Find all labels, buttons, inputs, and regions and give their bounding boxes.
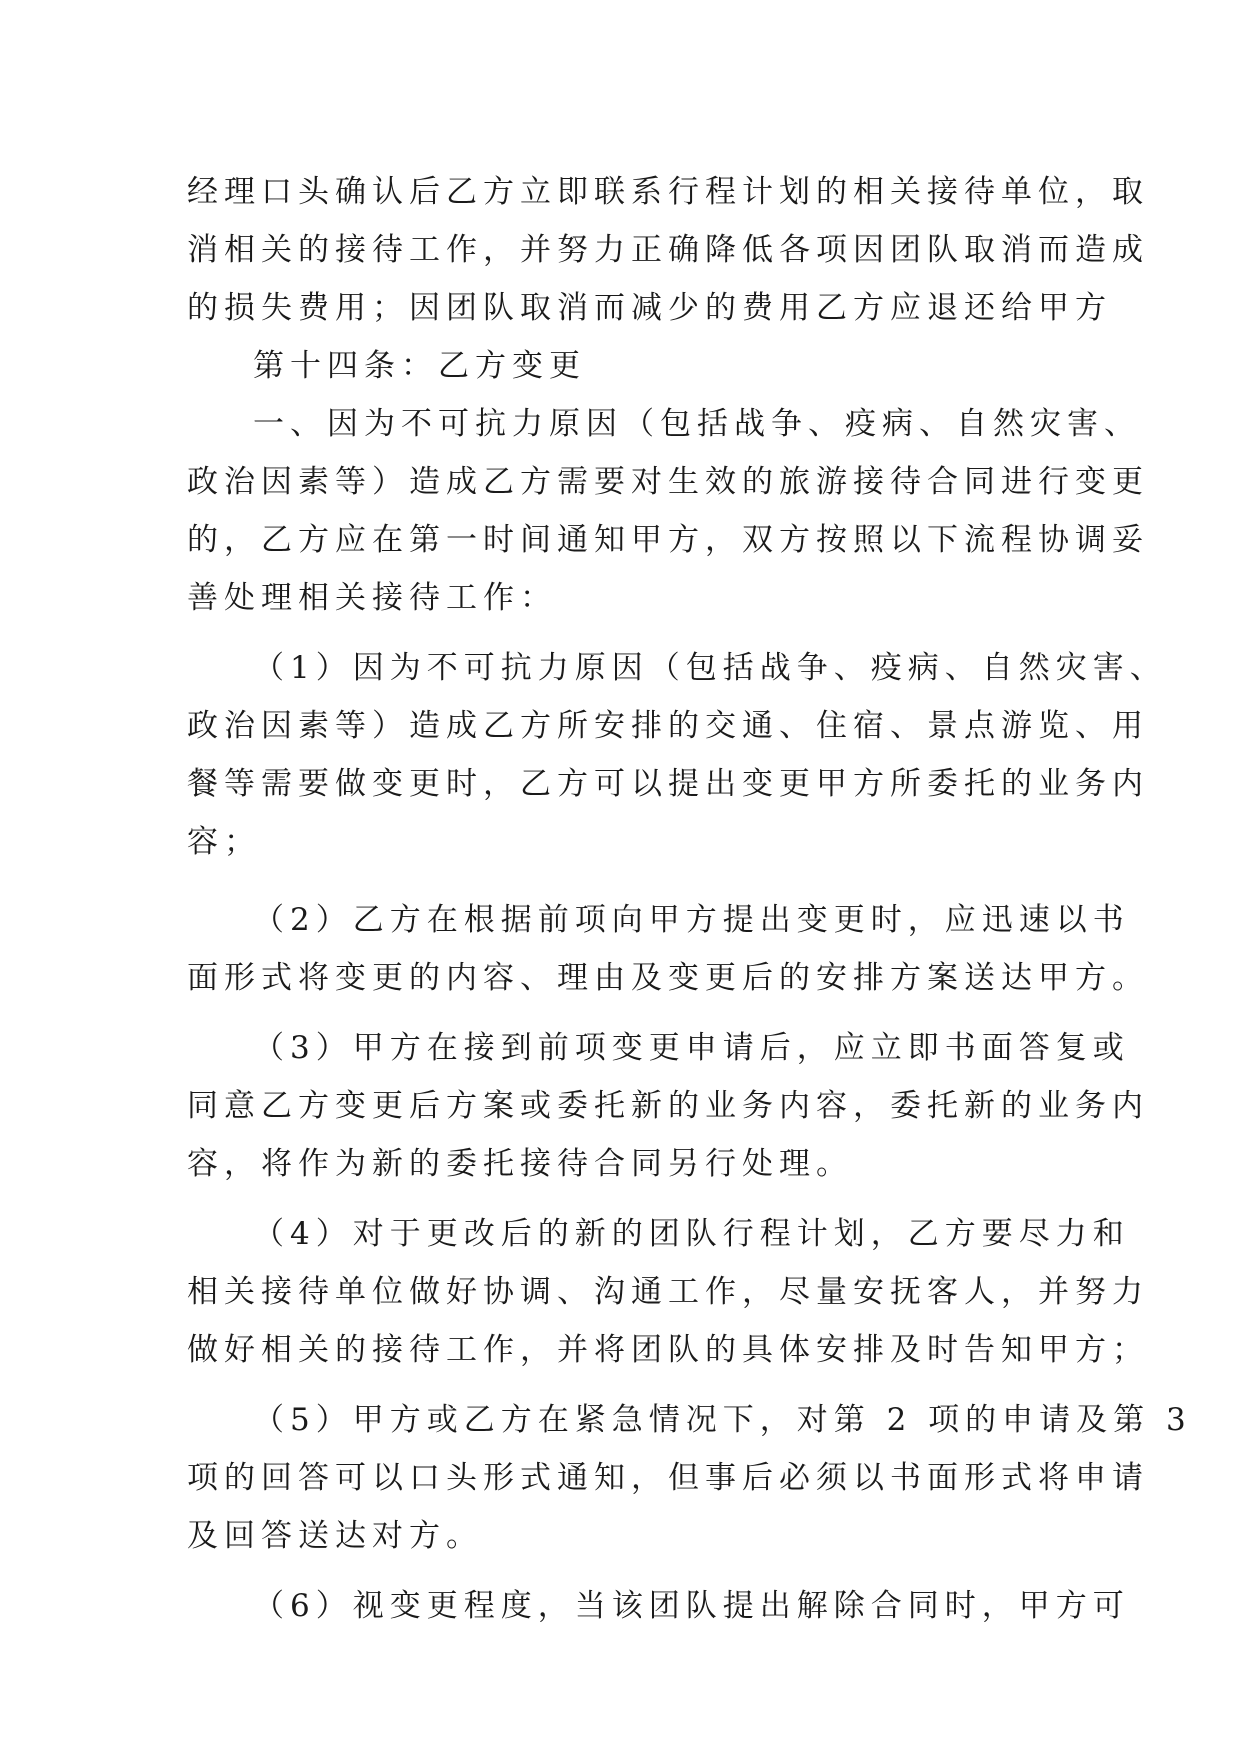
text-line: 一、因为不可抗力原因（包括战争、疫病、自然灾害、	[253, 406, 1141, 442]
text-line: 餐等需要做变更时，乙方可以提出变更甲方所委托的业务内	[187, 766, 1149, 802]
spacer	[187, 1193, 1067, 1205]
clause-4	[187, 1205, 1149, 1379]
text-line: 项的回答可以口头形式通知，但事后必须以书面形式将申请	[187, 1460, 1149, 1496]
spacer	[187, 1565, 1067, 1577]
text-line: 政治因素等）造成乙方需要对生效的旅游接待合同进行变更	[187, 464, 1149, 500]
text-line: 善处理相关接待工作：	[187, 580, 557, 616]
text-line: （4）对于更改后的新的团队行程计划，乙方要尽力和	[253, 1216, 1130, 1252]
clause-3	[187, 1019, 1149, 1193]
spacer	[187, 871, 1067, 891]
spacer	[187, 1379, 1067, 1391]
text-line: （5）甲方或乙方在紧急情况下，对第 2 项的申请及第 3	[253, 1402, 1192, 1438]
text-line: 相关接待单位做好协调、沟通工作，尽量安抚客人，并努力	[187, 1274, 1149, 1310]
text-line: 容；	[187, 824, 261, 860]
text-line: 的，乙方应在第一时间通知甲方，双方按照以下流程协调妥	[187, 522, 1149, 558]
paragraph-cancellation-continued	[187, 163, 1149, 337]
spacer	[187, 627, 1067, 639]
clause-5	[187, 1391, 1192, 1565]
text-line: 做好相关的接待工作，并将团队的具体安排及时告知甲方；	[187, 1332, 1149, 1368]
text-line: 消相关的接待工作，并努力正确降低各项因团队取消而造成	[187, 232, 1149, 268]
text-line: （6）视变更程度，当该团队提出解除合同时，甲方可	[253, 1588, 1130, 1624]
article-heading	[187, 337, 1067, 395]
article-title: 第十四条：乙方变更	[253, 348, 586, 384]
text-line: 面形式将变更的内容、理由及变更后的安排方案送达甲方。	[187, 960, 1149, 996]
paragraph-force-majeure	[187, 395, 1149, 627]
clause-2	[187, 891, 1149, 1007]
text-line: 及回答送达对方。	[187, 1518, 483, 1554]
clause-1	[187, 639, 1167, 871]
text-line: 经理口头确认后乙方立即联系行程计划的相关接待单位，取	[187, 174, 1149, 210]
text-line: （1）因为不可抗力原因（包括战争、疫病、自然灾害、	[253, 650, 1167, 686]
text-line: 的损失费用；因团队取消而减少的费用乙方应退还给甲方	[187, 290, 1112, 326]
spacer	[187, 1007, 1067, 1019]
text-line: （2）乙方在根据前项向甲方提出变更时，应迅速以书	[253, 902, 1130, 938]
text-line: （3）甲方在接到前项变更申请后，应立即书面答复或	[253, 1030, 1130, 1066]
document-body	[187, 163, 1192, 1635]
text-line: 政治因素等）造成乙方所安排的交通、住宿、景点游览、用	[187, 708, 1149, 744]
text-line: 同意乙方变更后方案或委托新的业务内容，委托新的业务内	[187, 1088, 1149, 1124]
text-line: 容，将作为新的委托接待合同另行处理。	[187, 1146, 853, 1182]
clause-6	[187, 1577, 1130, 1635]
